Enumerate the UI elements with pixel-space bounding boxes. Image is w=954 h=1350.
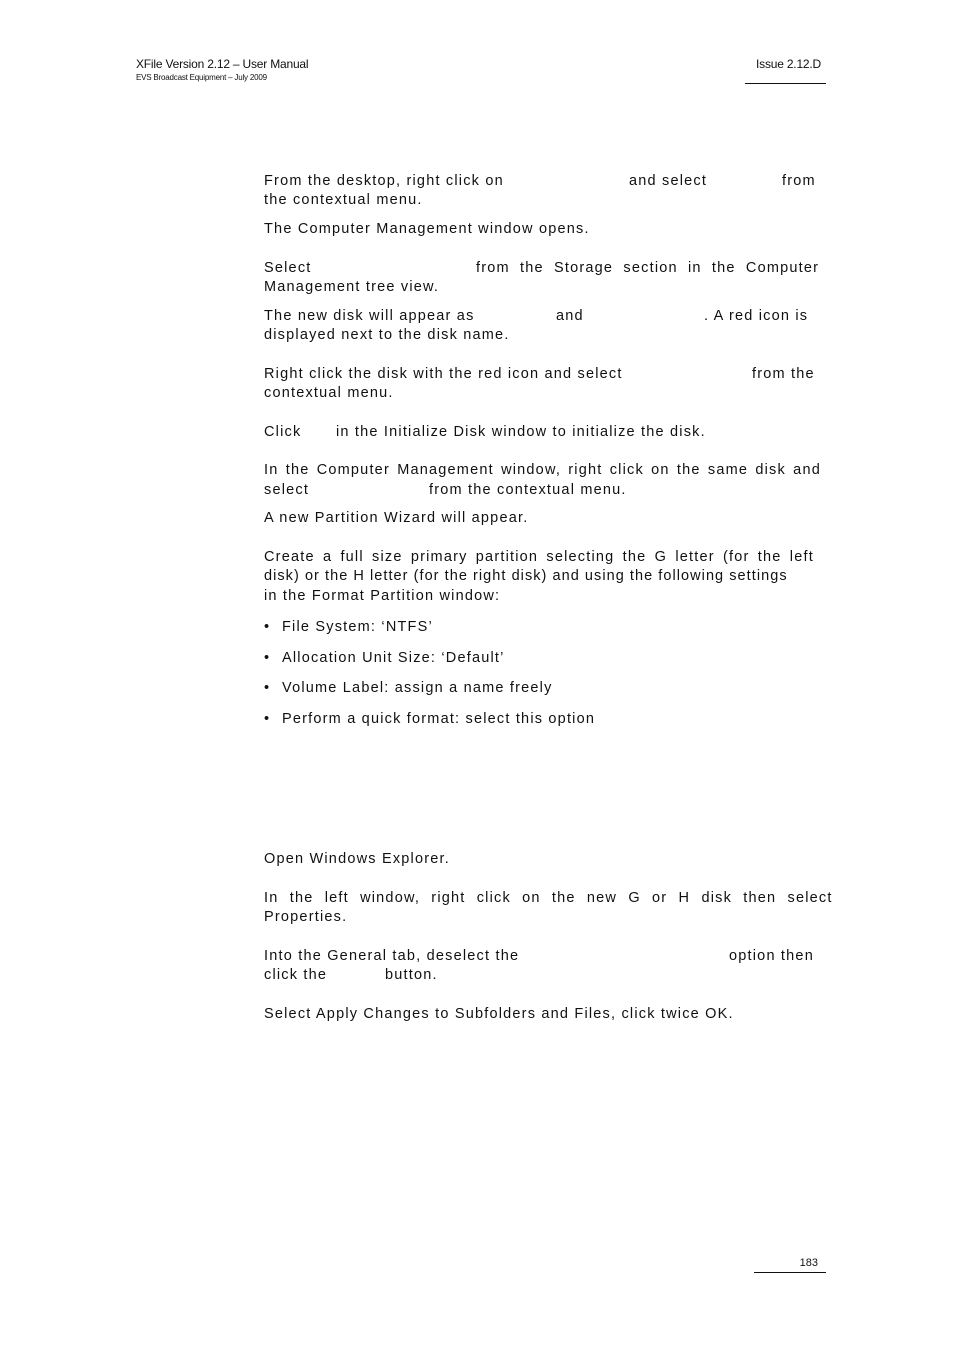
bullet-icon: • [264,680,270,696]
list-item [264,710,595,729]
paragraph-left-window-line1: In the left window, right click on the new G or H disk then select [264,890,833,906]
paragraph-create-partition-line3: in the Format Partition window: [264,588,501,604]
text: . A red icon is [704,308,809,324]
paragraph-new-disk-line2: displayed next to the disk name. [264,327,510,343]
text: from [782,173,816,189]
issue-label: Issue 2.12.D [756,57,821,71]
list-item-text: Allocation Unit Size: ‘Default’ [282,650,505,666]
text: select [264,482,310,498]
text: Right click the disk with the red icon and select [264,366,623,382]
paragraph-select-storage-line2: Management tree view. [264,279,440,295]
text: From the desktop, right click on [264,173,504,189]
document-subtitle: EVS Broadcast Equipment – July 2009 [136,73,267,82]
paragraph-apply-changes: Select Apply Changes to Subfolders and Files, click twice OK. [264,1006,734,1022]
paragraph-open-explorer: Open Windows Explorer. [264,851,450,867]
text: from the Storage section in the Computer [476,260,820,276]
document-title: XFile Version 2.12 – User Manual [136,57,309,71]
page-number: 183 [799,1257,818,1269]
paragraph-left-window-line2: Properties. [264,909,348,925]
text: in the Initialize Disk window to initialize the disk. [336,424,706,440]
bullet-icon: • [264,650,270,666]
paragraph-create-partition-line1: Create a full size primary partition selecting the G letter (for the left [264,549,814,565]
text: from the contextual menu. [429,482,627,498]
text: The new disk will appear as [264,308,475,324]
paragraph-create-partition-line2: disk) or the H letter (for the right disk) and using the following settings [264,568,788,584]
text: Into the General tab, deselect the [264,948,520,964]
footer-rule [754,1272,826,1273]
paragraph-window-opens: The Computer Management window opens. [264,221,590,237]
text: Click [264,424,302,440]
list-item-text: File System: ‘NTFS’ [282,619,433,635]
list-item-text: Perform a quick format: select this option [282,711,596,727]
text: Select [264,260,312,276]
header-rule [745,83,826,84]
text: button. [385,967,438,983]
list-item [264,679,553,698]
list-item-text: Volume Label: assign a name freely [282,680,553,696]
text: and [556,308,584,324]
paragraph-partition-wizard: A new Partition Wizard will appear. [264,510,529,526]
paragraph-computer-management-line1: In the Computer Management window, right click on the same disk and [264,462,821,478]
text: option then [729,948,814,964]
list-item [264,649,505,668]
text: and select [629,173,708,189]
bullet-icon: • [264,619,270,635]
bullet-icon: • [264,711,270,727]
list-item [264,618,433,637]
paragraph-desktop-line2: the contextual menu. [264,192,423,208]
text: click the [264,967,328,983]
paragraph-right-click-disk-line2: contextual menu. [264,385,394,401]
text: from the [752,366,815,382]
